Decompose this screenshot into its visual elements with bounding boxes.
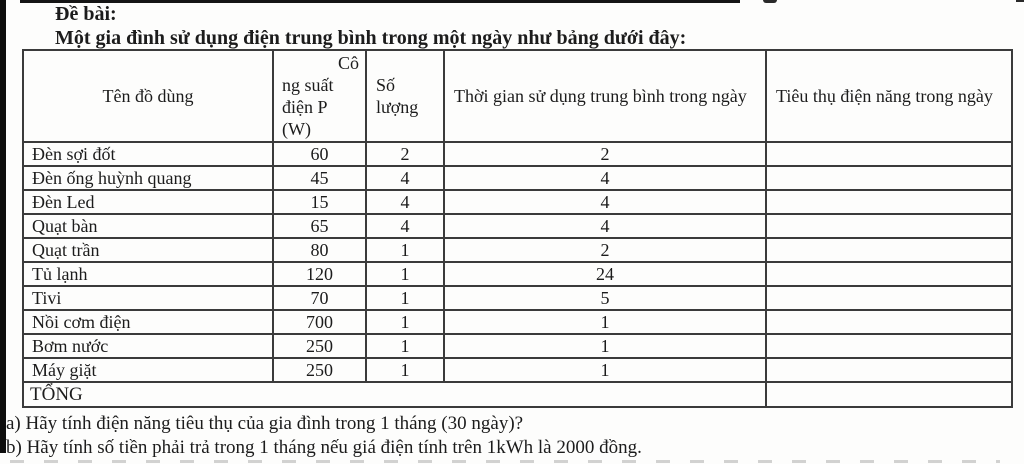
power-cell: 15 [273,190,366,214]
header-power-line: ng suất [282,75,334,95]
consumption-cell [766,286,1012,310]
device-name-cell: Đèn Led [23,190,273,214]
question-b: b) Hãy tính số tiền phải trả trong 1 tháng nếu giá điện tính trên 1kWh là 2000 đồng. [6,437,642,458]
table-row [23,262,1012,286]
consumption-cell [766,262,1012,286]
quantity-cell: 2 [366,142,444,166]
time-cell: 4 [444,214,766,238]
quantity-cell: 4 [366,190,444,214]
consumption-cell [766,142,1012,166]
consumption-cell [766,190,1012,214]
consumption-cell [766,334,1012,358]
time-cell: 5 [444,286,766,310]
header-consumption: Tiêu thụ điện năng trong ngày [766,50,1012,142]
table-row [23,142,1012,166]
questions [6,412,642,460]
device-name-cell: Đèn ống huỳnh quang [23,166,273,190]
bottom-cropped-text-hint [10,460,1000,463]
power-cell: 65 [273,214,366,238]
quantity-cell: 1 [366,286,444,310]
table-row [23,238,1012,262]
quantity-cell: 1 [366,310,444,334]
table-row [23,214,1012,238]
consumption-cell [766,166,1012,190]
device-name-cell: Máy giặt [23,358,273,382]
time-cell: 1 [444,334,766,358]
header-power-line: Cô [337,53,359,73]
quantity-cell: 1 [366,358,444,382]
quantity-cell: 1 [366,334,444,358]
time-cell: 4 [444,166,766,190]
time-cell: 24 [444,262,766,286]
total-row [23,382,1012,407]
power-cell: 120 [273,262,366,286]
consumption-cell [766,238,1012,262]
header-usage-time: Thời gian sử dụng trung bình trong ngày [444,50,766,142]
table-row [23,166,1012,190]
table-row [23,286,1012,310]
quantity-cell: 1 [366,262,444,286]
consumption-cell [766,358,1012,382]
usage-table [22,49,1013,408]
table-row [23,358,1012,382]
consumption-cell [766,214,1012,238]
header-row [23,50,1012,142]
usage-table-wrap [22,49,1013,408]
time-cell: 4 [444,190,766,214]
header-device-name: Tên đồ dùng [23,50,273,142]
power-cell: 45 [273,166,366,190]
power-cell: 80 [273,238,366,262]
power-cell: 700 [273,310,366,334]
quantity-cell: 1 [366,238,444,262]
header-quantity: Số lượng [366,50,444,142]
time-cell: 2 [444,238,766,262]
device-name-cell: Tủ lạnh [23,262,273,286]
top-cropped-fragment-icon [763,0,777,3]
device-name-cell: Nồi cơm điện [23,310,273,334]
device-name-cell: Quạt bàn [23,214,273,238]
time-cell: 1 [444,310,766,334]
device-name-cell: Đèn sợi đốt [23,142,273,166]
device-name-cell: Bơm nước [23,334,273,358]
total-label-cell: TỔNG [23,382,766,407]
time-cell: 1 [444,358,766,382]
power-cell: 250 [273,358,366,382]
time-cell: 2 [444,142,766,166]
question-a: a) Hãy tính điện năng tiêu thụ của gia đình trong 1 tháng (30 ngày)? [6,413,524,434]
quantity-cell: 4 [366,166,444,190]
table-row [23,190,1012,214]
device-name-cell: Tivi [23,286,273,310]
device-name-cell: Quạt trần [23,238,273,262]
table-row [23,334,1012,358]
header-power-line: điện P [282,97,328,117]
page-title: Đề bài: [55,3,117,25]
heading [55,2,686,50]
header-power [273,50,366,142]
consumption-cell [766,310,1012,334]
total-consumption-cell [766,382,1012,407]
table-row [23,310,1012,334]
top-cropped-fragment-icon [1016,0,1024,2]
power-cell: 250 [273,334,366,358]
left-scan-edge-bar [0,0,6,453]
header-power-line: (W) [282,119,311,139]
page-subtitle: Một gia đình sử dụng điện trung bình trong một ngày như bảng dưới đây: [55,27,687,49]
power-cell: 70 [273,286,366,310]
power-cell: 60 [273,142,366,166]
quantity-cell: 4 [366,214,444,238]
